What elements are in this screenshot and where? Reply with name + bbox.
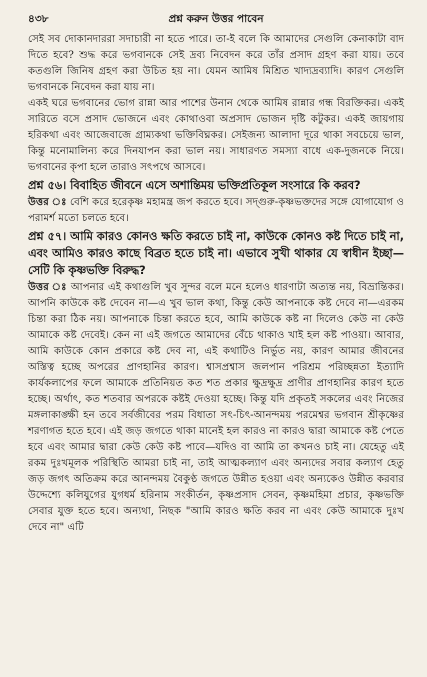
answer-57 xyxy=(28,279,404,536)
page-header xyxy=(28,10,404,28)
answer-label: উত্তর ঃ xyxy=(28,196,67,208)
paragraph-2: একই ঘরে ভগবানের ভোগ রান্না আর পাশের উনান থেকে আমিষ রান্নার গন্ধ বিরক্তিকর। একই সারিতে বসে প্রসাদ ভোজনে এবং কোথাওবা অপ্রসাদ ভোজন দৃষ্টি কটুকর। একই জায়গায় হরিকথা এবং আজেবাজে গ্রাম্যকথা ভক্তিবিঘ্নকর। সেইজন্য আলাদা দূরে থাকা সবচেয়ে ভাল, কিন্তু মনোমালিন্য করে দিনযাপন করা ভাল নয়। সাধারণত সমস্যা বাধে এক-দুজনকে নিয়ে। ভগবানের কৃপা হলে তারাও সৎপথে আসবে। xyxy=(28,98,404,173)
running-title: প্রশ্ন করুন উত্তর পাবেন xyxy=(168,13,264,25)
answer-56-text: বেশি করে হরেকৃষ্ণ মহামন্ত্র জপ করতে হবে। সদ্গুরু-কৃষ্ণভক্তদের সঙ্গে যোগাযোগ ও পরামর্শ মতো চলতে হবে। xyxy=(28,197,404,224)
question-56: প্রশ্ন ৫৬। বিবাহিত জীবনে এসে অশান্তিময় ভক্তিপ্রতিকূল সংসারে কি করব? xyxy=(28,179,361,192)
answer-label: উত্তর ঃ xyxy=(28,281,68,293)
book-page xyxy=(28,10,404,670)
page-number: ৪৩৮ xyxy=(28,13,49,25)
question-57: প্রশ্ন ৫৭। আমি কারও কোনও ক্ষতি করতে চাই না, কাউকে কোনও কষ্ট দিতে চাই না, এবং আমিও কারও কাছে বিব্রত হতে চাই না। এভাবে সুখী থাকার যে স্বাধীন ইচ্ছা—সেটি কি কৃষ্ণভক্তি বিরুদ্ধ? xyxy=(28,230,404,277)
answer-57-text: আপনার এই কথাগুলি খুব সুন্দর বলে মনে হলেও ধারণাটা অত্যন্ত নয়, বিভ্রান্তিকর। আপনি কাউকে কষ্ট দেবেন না—এ খুব ভাল কথা, কিন্তু কেউ আপনাকে কষ্ট দেবে না—এরকম চিন্তা করা ঠিক নয়। আপনাকে চিন্তা করতে হবে, আমি কাউকে কষ্ট না দিলেও কেউ না কেউ আমাকে কষ্ট দেবেই। কেন না এই জগতে আমাদের বেঁচে থাকাও খাই হল কষ্ট পাওয়া। আবার, আমি কাউকে কোন প্রকারে কষ্ট দেব না, এই কথাটিও নির্ভুত নয়, কারণ আমার জীবনের অস্তিত্ব হচ্ছে অপরের প্রাণহানির কারণ। শ্বাসপ্রশ্বাস জলপান পরিশ্রম পরিচ্ছন্নতা ইত্যাদি কার্যকলাপের ফলে আমাকে প্রতিনিয়ত কত শত প্রকার ক্ষুদ্রক্ষুদ্র প্রাণীর প্রাণহানির কারণ হতে হচ্ছে। অর্থাৎ, কত শতবার অপরকে কষ্টই দেওয়া হচ্ছে। কিন্তু যদি প্রকৃতই সকলের এবং নিজের মঙ্গলাকাঙ্ক্ষী হন তবে সর্বজীবের পরম বিধাতা সৎ-চিৎ-আনন্দময় পরমেশ্বর ভগবান শ্রীকৃষ্ণের শরণাগত হতে হবে। এই জড় জগতে থাকা মানেই হল কারও না কারও দ্বারা আমাকে কষ্ট পেতে হবে এবং আমার দ্বারা কেউ কেউ কষ্ট পাবে—যদিও বা আমি তা কখনও চাই না। যেহেতু এই রকম দুঃখমূলক পরিস্থিতি আমরা চাই না, তাই আত্মকল্যাণ এবং অন্যদের সবার কল্যাণ হেতু জড় জগৎ অতিক্রম করে আনন্দময় বৈকুণ্ঠ জগতে উন্নীত হওয়া এবং অন্যকেও উন্নীত করবার উদ্দেশ্যে কলিযুগের যুগধর্ম হরিনাম সংকীর্তন, কৃষ্ণপ্রসাদ সেবন, কৃষ্ণমহিমা প্রচার, কৃষ্ণভক্তি সেবার যুক্ত হতে হবে। অন্যথা, নিছক "আমি কারও ক্ষতি করব না এবং কেউ আমাকে দুঃখ দেবে না" এটি xyxy=(28,282,404,533)
paragraph-1: সেই সব দোকানদাররা সদাচারী না হতে পারে। তা-ই বলে কি আমাদের সেগুলি কেনাকাটা বাদ দিতে হবে? শুদ্ধ করে ভগবানকে সেই দ্রব্য নিবেদন করে তাঁর প্রসাদ গ্রহণ করা যায়। তবে কতগুলি জিনিষ গ্রহণ করা উচিত হয় না। যেমন আমিষ মিশ্রিত খাদ্যদ্রব্যাদি। কারণ সেগুলি ভগবানকে নিবেদন করা যায় না। xyxy=(28,34,404,93)
answer-56 xyxy=(28,194,404,227)
page-body xyxy=(28,32,404,536)
